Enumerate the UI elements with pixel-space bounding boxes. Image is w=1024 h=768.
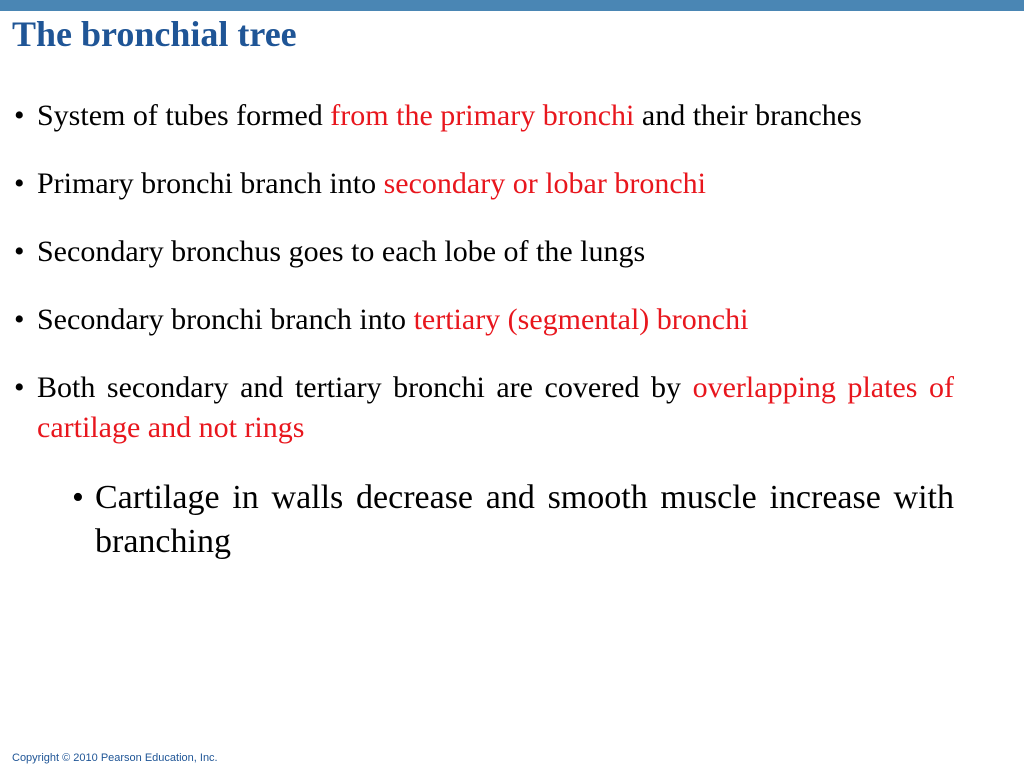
sub-bullet-text: Cartilage in walls decrease and smooth muscle increase with branching xyxy=(95,479,954,560)
bullet-text: Secondary bronchi branch into xyxy=(37,303,414,336)
bullet-item-primary-bronchi xyxy=(12,164,954,204)
bullet-text: Secondary bronchus goes to each lobe of the lungs xyxy=(37,235,646,268)
bullet-item-secondary-bronchus xyxy=(12,232,954,272)
bullet-item-tube-system xyxy=(12,96,954,136)
bullet-text: Primary bronchi branch into xyxy=(37,167,384,200)
slide-title: The bronchial tree xyxy=(12,14,297,54)
copyright-notice: Copyright © 2010 Pearson Education, Inc. xyxy=(12,752,218,764)
top-accent-bar xyxy=(0,0,1024,11)
bullet-highlight: secondary or lobar bronchi xyxy=(383,167,706,200)
bullet-text-after: and their branches xyxy=(634,99,862,132)
bullet-text: Both secondary and tertiary bronchi are covered by xyxy=(37,371,693,404)
bullet-item-cartilage-plates xyxy=(12,368,954,448)
bullet-item-tertiary-bronchi xyxy=(12,300,954,340)
sub-bullet-item-cartilage-muscle xyxy=(70,476,954,564)
bullet-highlight: tertiary (segmental) bronchi xyxy=(413,303,749,336)
bullet-highlight: overlapping plates of cartilage and not rings xyxy=(37,371,954,444)
bullet-text: System of tubes formed xyxy=(37,99,331,132)
bullet-highlight: from the primary bronchi xyxy=(330,99,635,132)
bullet-list xyxy=(12,96,954,592)
